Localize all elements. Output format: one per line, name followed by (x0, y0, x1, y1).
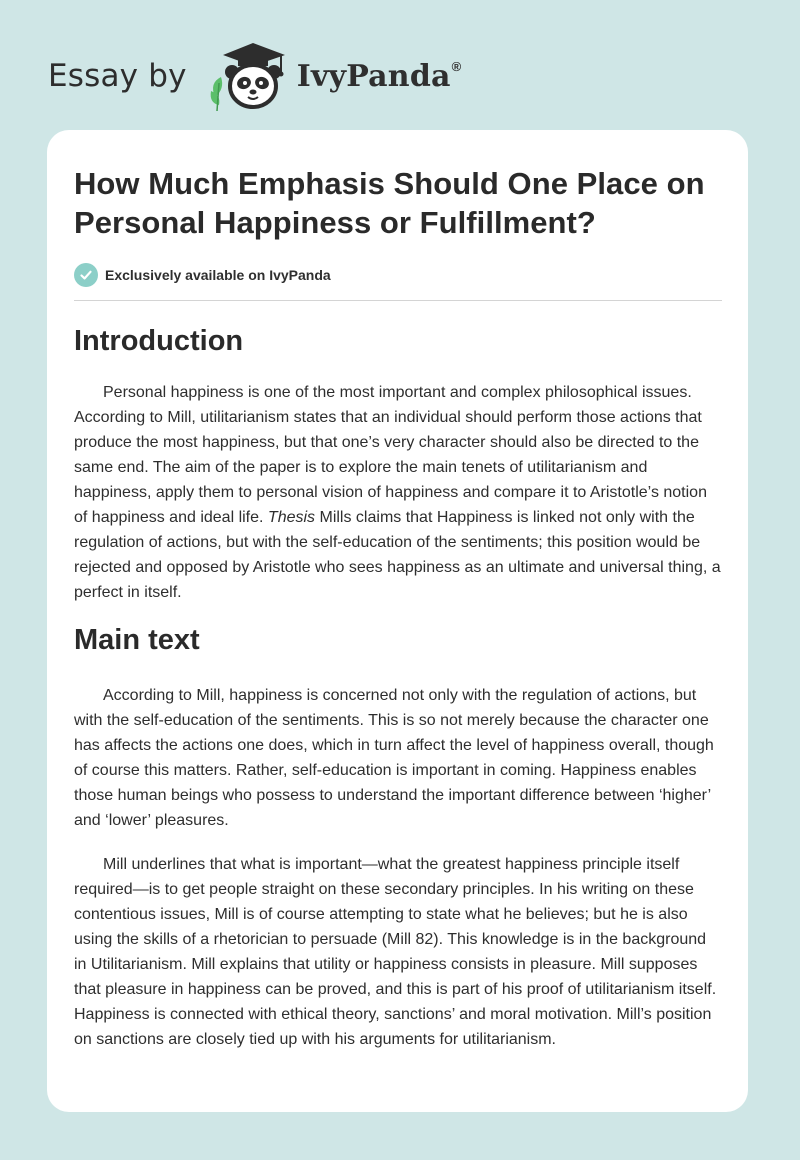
thesis-label: Thesis (267, 509, 316, 526)
brand-name-text: IvyPanda (296, 58, 451, 94)
section-heading-introduction: Introduction (74, 325, 244, 357)
essay-by-label: Essay by (48, 58, 187, 94)
registered-mark: ® (451, 58, 462, 74)
section-heading-main-text: Main text (74, 624, 200, 656)
essay-title: How Much Emphasis Should One Place on Personal Happiness or Fulfillment? (74, 166, 705, 240)
intro-text-start: Personal happiness is one of the most important and complex philosophical issues. According to Mill, utilitarianism states that an individual should perform those actions that produce the most happiness, but that one’s very character should also be directed to the same end. The aim of the paper is to explore the main tenets of utilitarianism and happiness, apply them to personal vision of happiness and compare it to Aristotle’s notion of happiness and ideal life. (74, 384, 707, 526)
essay-card (47, 130, 748, 1112)
main-paragraph-2: Mill underlines that what is important—what the greatest happiness principle itself required—is to get people straight on these secondary principles. In his writing on these contentious issues, Mill is of course attempting to state what he believes; but he is also using the skills of a rhetorician to persuade (Mill 82). This knowledge is in the background in Utilitarianism. Mill explains that utility or happiness consists in pleasure. Mill supposes that pleasure in happiness can be proved, and this is part of his proof of utilitarianism itself. Happiness is connected with ethical theory, sanctions’ and moral motivation. Mill’s position on sanctions are closely tied up with his arguments for utilitarianism. (74, 856, 717, 1048)
exclusive-label: Exclusively available on IvyPanda (105, 267, 331, 283)
main-paragraph-1: According to Mill, happiness is concerned not only with the regulation of actions, but with the self-education of the sentiments. This is so not merely because the character one has affects the actions one does, which in turn affect the level of happiness overall, though of course this matters. Rather, self-education is important in coming. Happiness enables those human beings who possess to understand the important difference between ‘higher’ and ‘lower’ pleasures. (74, 687, 714, 829)
intro-paragraph (74, 380, 722, 605)
exclusive-badge-row (74, 263, 722, 301)
panda-graduate-icon[interactable] (205, 39, 295, 113)
check-circle-icon (74, 263, 98, 287)
brand-name[interactable] (297, 59, 462, 94)
intro-text-end: Mills claims that Happiness is linked not only with the regulation of actions, but with the self-education of the sentiments; this position would be rejected and opposed by Aristotle who sees happiness as an ultimate and universal thing, a perfect in itself. (74, 509, 721, 601)
site-header (48, 36, 461, 116)
